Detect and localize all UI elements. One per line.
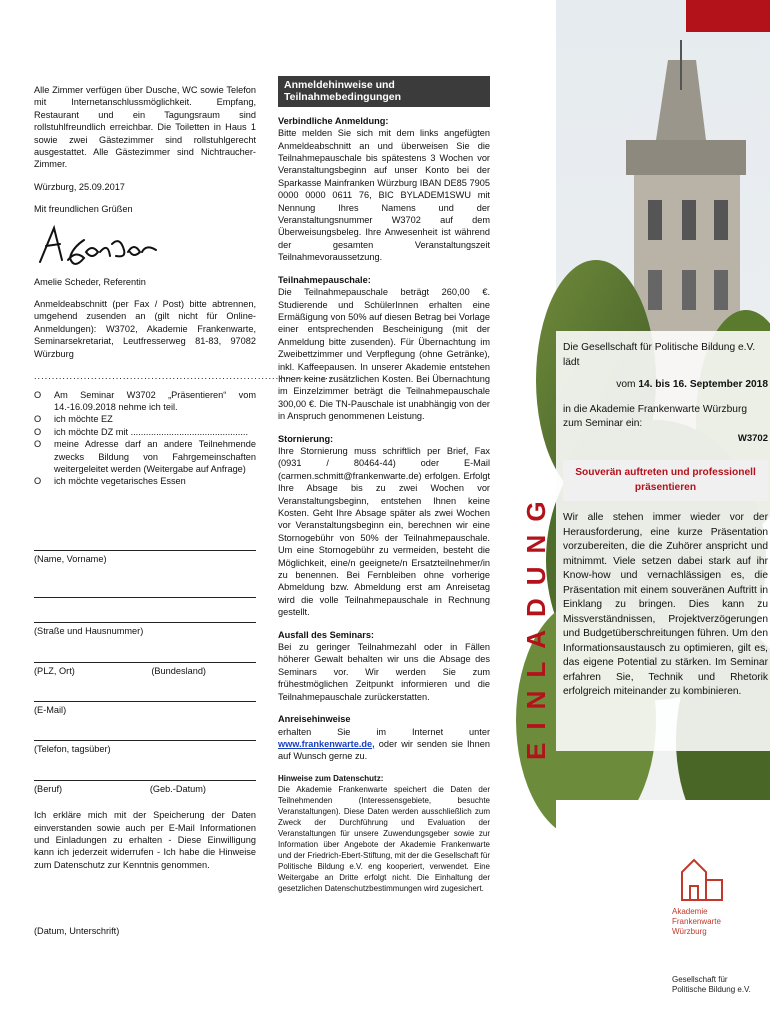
- cut-line: .....................................................................................: [34, 371, 336, 382]
- option-seminar[interactable]: [34, 389, 256, 414]
- checkbox-marker[interactable]: O: [34, 439, 42, 450]
- conditions-header: Anmeldehinweise und Teilnahmebedingungen: [278, 76, 490, 107]
- checkbox-marker[interactable]: O: [34, 426, 42, 437]
- section-text: Ihre Stornierung muss schriftlich per Brief, Fax (0931 / 80464-44) oder E-Mail (carmen.schmitt@frankenwarte.de) erfolgen. Erfolgt Ihre Absage bis zu zwei Wochen vor Veranstaltungsbeginn, entstehen Ihnen keine Kosten. Geht Ihre Absage später als zwei Wochen vor Veranstaltungsbeginn ein, berechnen wir eine Stornogebühr von 50% der Teilnahmepauschale. Um eine Stornogebühr zu vermeiden, besteht die Möglichkeit, eine/n geeignete/n Ersatzteilnehmer/in zu benennen. Bei Fernbleiben ohne vorherige Abmeldung bzw. Abmeldung erst am Anreisetag wird die volle Teilnahmepauschale in Rechnung gestellt.: [278, 445, 490, 618]
- street-field[interactable]: [34, 608, 256, 637]
- seminar-date: [563, 378, 768, 393]
- job-label: (Beruf): [34, 783, 63, 794]
- place-date: Würzburg, 25.09.2017: [34, 181, 125, 192]
- org-line: Gesellschaft für: [672, 975, 728, 984]
- dob-label: (Geb.-Datum): [149, 783, 206, 794]
- option-double-room[interactable]: [34, 426, 256, 438]
- org-line: Politische Bildung e.V.: [672, 985, 751, 994]
- travel-post: oder wir senden sie Ihnen auf Wunsch gerne zu.: [278, 738, 490, 762]
- facilities-text: Alle Zimmer verfügen über Dusche, WC sowie Telefon mit Internetanschlussmöglichkeit. Empfang, Restaurant und ein Tagungsraum sind rollstuhlfreundlich erreichbar. Die Toiletten in Haus 1 sowie zwei Gästezimmer sind rollstuhlgerecht ausgestattet. Alle Gästezimmer sind Nichtraucher-Zimmer.: [34, 85, 256, 170]
- einladung-text: EINLADUNG: [521, 488, 551, 760]
- name-label: (Name, Vorname): [34, 553, 107, 564]
- email-label: (E-Mail): [34, 704, 67, 715]
- section-title: Teilnahmepauschale:: [278, 274, 371, 285]
- academy-logo: [672, 852, 762, 992]
- seminar-number: W3702: [737, 432, 768, 444]
- seminar-title: Souverän auftreten und professionell präsentieren: [563, 460, 768, 501]
- invitation-panel: [563, 341, 768, 700]
- cutoff-note: Anmeldeabschnitt (per Fax / Post) bitte abtrennen, umgehend zusenden an (gilt nicht für Online-Anmeldungen): W3702, Akademie Frankenwarte, Seminarsekretariat, Leutfresserweg 81-83, 97082 Würzburg: [34, 299, 256, 359]
- intro-text: Die Gesellschaft für Politische Bildung e.V. lädt: [563, 342, 756, 368]
- job-field[interactable]: [34, 766, 256, 795]
- blank-line[interactable]: [34, 583, 256, 598]
- name-field[interactable]: [34, 536, 256, 565]
- travel-pre: erhalten Sie im Internet unter: [278, 726, 490, 737]
- privacy-title: Hinweise zum Datenschutz:: [278, 773, 384, 783]
- street-label: (Straße und Hausnummer): [34, 626, 144, 637]
- logo-line: Akademie: [672, 907, 708, 916]
- option-single-room[interactable]: [34, 413, 256, 425]
- consent-text: Ich erkläre mich mit der Speicherung der Daten einverstanden sowie auch per E-Mail Informationen und Einladungen zu erhalten - Diese Einwilligung kann ich jederzeit widerrufen - Ich habe die Hinweise zum Datenschutz zur Kenntnis genommen.: [34, 810, 256, 870]
- logo-line: Würzburg: [672, 927, 707, 936]
- checkbox-marker[interactable]: O: [34, 414, 42, 425]
- option-label: meine Adresse darf an andere Teilnehmende zwecks Bildung von Fahrgemeinschaften weitergeleitet werden (Weitergabe auf Anfrage): [54, 439, 256, 474]
- registration-options: [34, 389, 256, 488]
- vertical-title: [505, 470, 555, 770]
- option-label: ich möchte DZ mit ..............................................: [54, 426, 248, 437]
- conditions-column: [278, 76, 490, 904]
- option-carpool[interactable]: [34, 438, 256, 475]
- section-text: Die Teilnahmepauschale beträgt 260,00 €. Studierende und SchülerInnen erhalten eine Ermäßigung von 50% auf diesen Betrag bei Vorlage einer entsprechenden Bescheinigung (mit der Anmeldung bitte zusenden). Für Übernachtung im Zweibettzimmer und Verpflegung (ohne Getränke), inkl. Kaffeepausen. In unserer Akademie entstehen Ihnen keine zusätzlichen Kosten. Bei Übernachtung im Einzelzimmer beträgt die Teilnahmepauschale 300,00 €. Die TN-Pauschale ist unabhängig von der in Anspruch genommenen Leistung.: [278, 287, 490, 422]
- privacy-text: Die Akademie Frankenwarte speichert die Daten der Teilnehmenden (Interessensgebiete, besuchte Veranstaltungen). Diese Daten werden ausschließlich zum Zweck der Durchführung und Evaluation der Veranstaltungen für unsere Zuwendungsgeber sowie zur Information über Angebote der Akademie Frankenwarte und der Friedrich-Ebert-Stiftung, mit der die Gesellschaft für Politische Bildung e.V. eng kooperiert, verwendet. Eine Weitergabe an Dritte erfolgt nicht. Die Einhaltung der gesetzlichen Datenschutzbestimmungen wird zugesichert.: [278, 784, 490, 893]
- section-title: Ausfall des Seminars:: [278, 629, 374, 640]
- greeting: Mit freundlichen Grüßen: [34, 204, 133, 215]
- signature-label: (Datum, Unterschrift): [34, 926, 120, 937]
- section-title: Verbindliche Anmeldung:: [278, 115, 389, 126]
- section-text: Bei zu geringer Teilnahmezahl oder in Fällen höherer Gewalt behalten wir uns die Absage des Seminars vor. Wir werden Sie zum frühestmöglichen Zeitpunkt informieren und die Teilnahmepauschale zurückerstatten.: [278, 642, 490, 702]
- signer-name: Amelie Scheder, Referentin: [34, 276, 146, 287]
- date-range: 14. bis 16. September 2018: [638, 379, 768, 390]
- option-label: ich möchte vegetarisches Essen: [54, 476, 186, 487]
- checkbox-marker[interactable]: O: [34, 389, 42, 400]
- state-label: (Bundesland): [151, 665, 206, 676]
- checkbox-marker[interactable]: O: [34, 476, 42, 487]
- location-text: in die Akademie Frankenwarte Würzburg zum Seminar ein:: [563, 403, 748, 429]
- option-vegetarian[interactable]: [34, 475, 256, 487]
- logo-line: Frankenwarte: [672, 917, 721, 926]
- seminar-description: Wir alle stehen immer wieder vor der Herausforderung, eine kurze Präsentation vorzubereiten, die die Zuhörer anspricht und mitnimmt. Viele setzen dabei stark auf ihr Know-how und vernachlässigen es, die Präsentation mit einem souveränen Auftritt in Einklang zu bringen. Dies kann zu Missverständnissen, Projektverzögerungen und Budgetüberschreitungen führen. Um den Informationsaustausch zu optimieren, gilt es, das eigene Potential zu stärken. Im Seminar erfahren Sie, Technik und Rhetorik erfolgreich miteinander zu kombinieren.: [563, 512, 768, 697]
- website-link[interactable]: www.frankenwarte.de,: [278, 738, 375, 749]
- travel-text: [278, 726, 490, 763]
- phone-field[interactable]: [34, 726, 256, 755]
- email-field[interactable]: [34, 687, 256, 716]
- section-title: Stornierung:: [278, 433, 334, 444]
- phone-label: (Telefon, tagsüber): [34, 744, 111, 755]
- plz-label: (PLZ, Ort): [34, 665, 75, 676]
- plz-field[interactable]: [34, 648, 256, 677]
- travel-title: Anreisehinweise: [278, 714, 351, 725]
- option-label: Am Seminar W3702 „Präsentieren“ vom 14.-16.09.2018 nehme ich teil.: [54, 389, 256, 412]
- handwritten-signature: [34, 222, 164, 268]
- date-pre: vom: [616, 379, 639, 390]
- option-label: ich möchte EZ: [54, 414, 113, 425]
- section-text: Bitte melden Sie sich mit dem links angefügten Anmeldeabschnitt an und überweisen Sie die Teilnahmepauschale bis spätestens 3 Wochen vor Veranstaltungsbeginn auf unser Konto bei der Sparkasse Mainfranken Würzburg IBAN DE85 7905 0000 0000 0611 76, BIC BYLADEM1SWU mit Nennung Ihres Namens und der Veranstaltungsnummer W3702 auf dem Überweisungsbeleg. Ihre Anwesenheit ist während der gesamten Veranstaltungszeit Teilnahmevoraussetzung.: [278, 128, 490, 263]
- castle-icon: [672, 852, 732, 902]
